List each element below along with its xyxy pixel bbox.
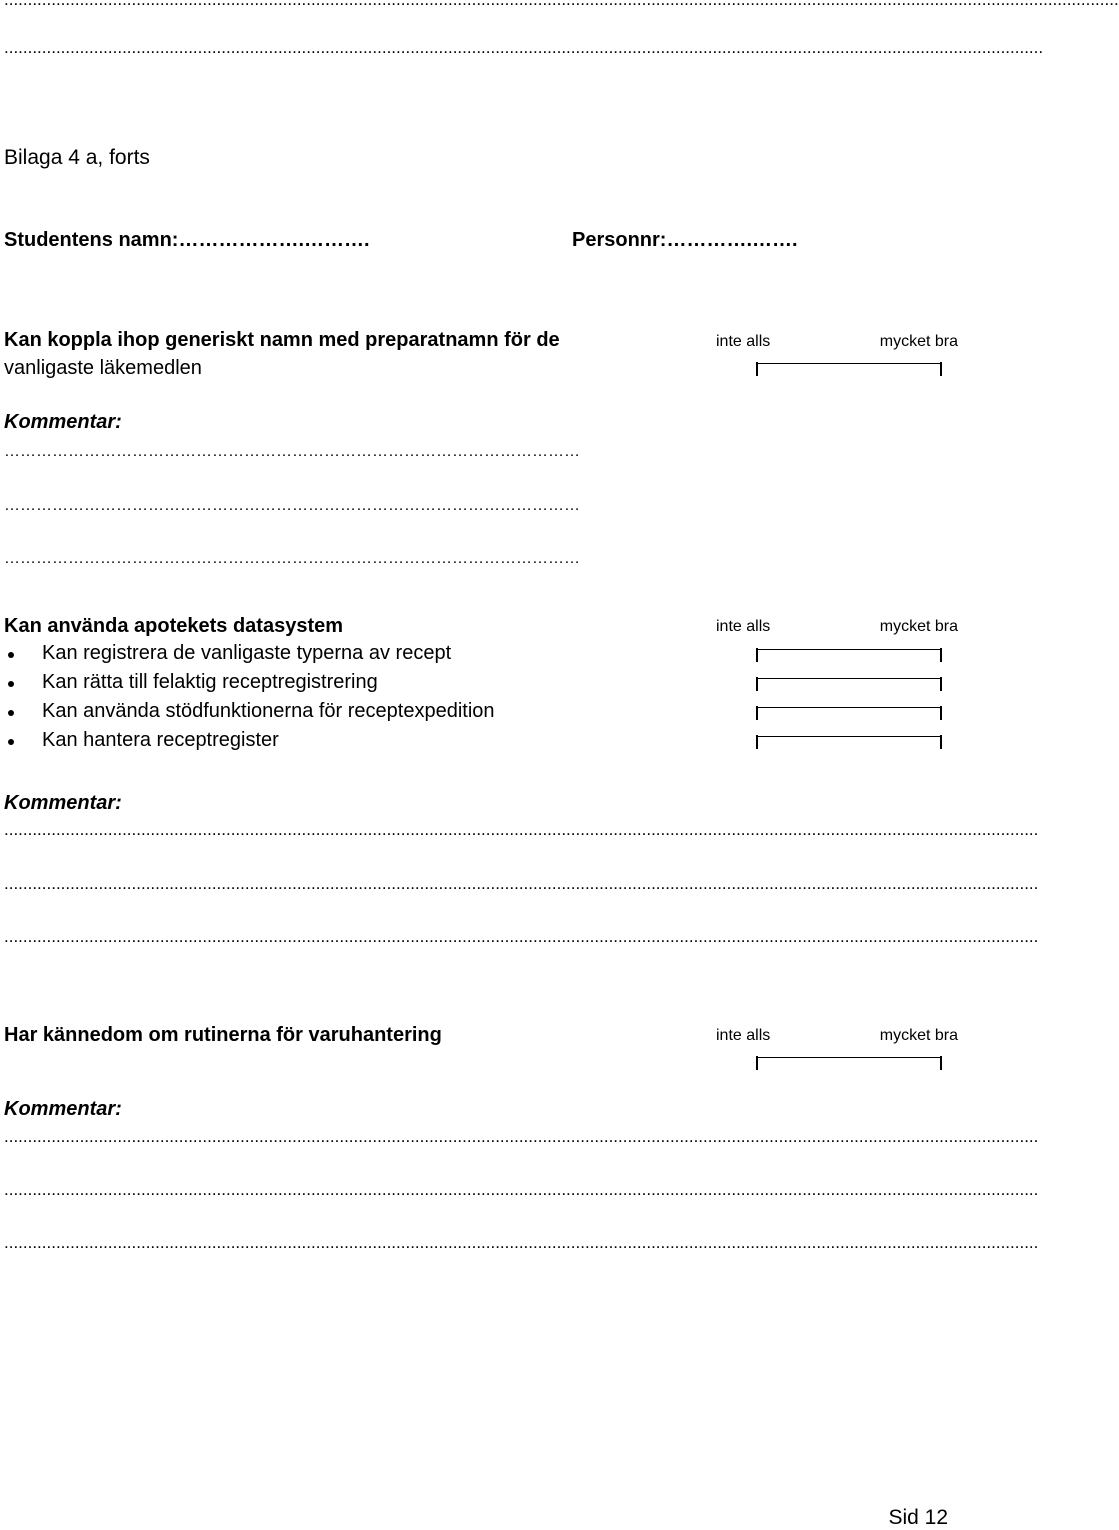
- page-number: Sid 12: [888, 1506, 948, 1529]
- scale-start-tick: [756, 677, 758, 691]
- section3-comment-line-3[interactable]: ...........................................................................................................................................................................................................................: [4, 1233, 1039, 1252]
- section2-comment-line-2[interactable]: ...........................................................................................................................................................................................................................: [4, 874, 1039, 893]
- section3-scale-right-label: mycket bra: [879, 1027, 958, 1044]
- section2-title: Kan använda apotekets datasystem: [4, 615, 344, 637]
- scale-start-tick: [756, 648, 758, 662]
- bullet-icon: [8, 681, 14, 687]
- scale-line: [756, 649, 942, 650]
- section2-item-1-label: Kan registrera de vanligaste typerna av recept: [42, 642, 452, 664]
- bullet-icon: [8, 710, 14, 716]
- scale-start-tick: [756, 706, 758, 720]
- section1-rating-scale[interactable]: [756, 362, 942, 376]
- scale-end-tick: [940, 706, 942, 720]
- scale-end-tick: [940, 362, 942, 376]
- bullet-icon: [8, 739, 14, 745]
- scale-line: [756, 707, 942, 708]
- section2-comment-line-3[interactable]: ...........................................................................................................................................................................................................................: [4, 927, 1039, 946]
- section2-scale-left-label: inte alls: [716, 618, 771, 635]
- section1-scale-right-label: mycket bra: [879, 333, 958, 350]
- scale-start-tick: [756, 1056, 758, 1070]
- section2-item-4-label: Kan hantera receptregister: [42, 729, 279, 751]
- student-name-field: Studentens namn:……………….……….: [4, 229, 370, 251]
- section3-title: Har kännedom om rutinerna för varuhantering: [4, 1024, 442, 1046]
- section3-rating-scale[interactable]: [756, 1056, 942, 1070]
- section2-item-2-label: Kan rätta till felaktig receptregistrering: [42, 671, 378, 693]
- section2-item-3-scale[interactable]: [756, 706, 942, 720]
- scale-end-tick: [940, 677, 942, 691]
- section2-item-1-scale[interactable]: [756, 648, 942, 662]
- section2-item-4-scale[interactable]: [756, 735, 942, 749]
- section1-comment-line-2[interactable]: ………………………………………………………………………………………………: [4, 497, 580, 514]
- section3-comment-line-1[interactable]: ...........................................................................................................................................................................................................................: [4, 1127, 1039, 1146]
- section1-comment-line-1[interactable]: ………………………………………………………………………………………………: [4, 443, 580, 460]
- scale-line: [756, 678, 942, 679]
- section2-kommentar-label: Kommentar:: [4, 792, 122, 814]
- section1-comment-line-3[interactable]: ………………………………………………………………………………………………: [4, 550, 580, 567]
- scale-start-tick: [756, 735, 758, 749]
- scale-end-tick: [940, 648, 942, 662]
- top-dotted-line-2: ............................................................................................................................................................................................................................: [4, 38, 1044, 57]
- section2-scale-right-label: mycket bra: [879, 618, 958, 635]
- scale-end-tick: [940, 735, 942, 749]
- personnr-field: Personnr:………….…….: [572, 229, 798, 251]
- section1-title-line2: vanligaste läkemedlen: [4, 357, 202, 379]
- section2-comment-line-1[interactable]: ...........................................................................................................................................................................................................................: [4, 820, 1039, 839]
- scale-line: [756, 736, 942, 737]
- section3-scale-left-label: inte alls: [716, 1027, 771, 1044]
- section3-comment-line-2[interactable]: ...........................................................................................................................................................................................................................: [4, 1180, 1039, 1199]
- section1-kommentar-label: Kommentar:: [4, 411, 122, 433]
- top-dotted-line-1: [4, 0, 959, 10]
- scale-line: [756, 363, 942, 364]
- section2-item-3-label: Kan använda stödfunktionerna för receptexpedition: [42, 700, 495, 722]
- section1-scale-left-label: inte alls: [716, 333, 771, 350]
- section3-kommentar-label: Kommentar:: [4, 1098, 122, 1120]
- scale-end-tick: [940, 1056, 942, 1070]
- scale-line: [756, 1057, 942, 1058]
- page-title: Bilaga 4 a, forts: [4, 146, 150, 169]
- section2-item-2-scale[interactable]: [756, 677, 942, 691]
- bullet-icon: [8, 652, 14, 658]
- section1-title-line1: Kan koppla ihop generiskt namn med preparatnamn för de: [4, 329, 560, 351]
- scale-start-tick: [756, 362, 758, 376]
